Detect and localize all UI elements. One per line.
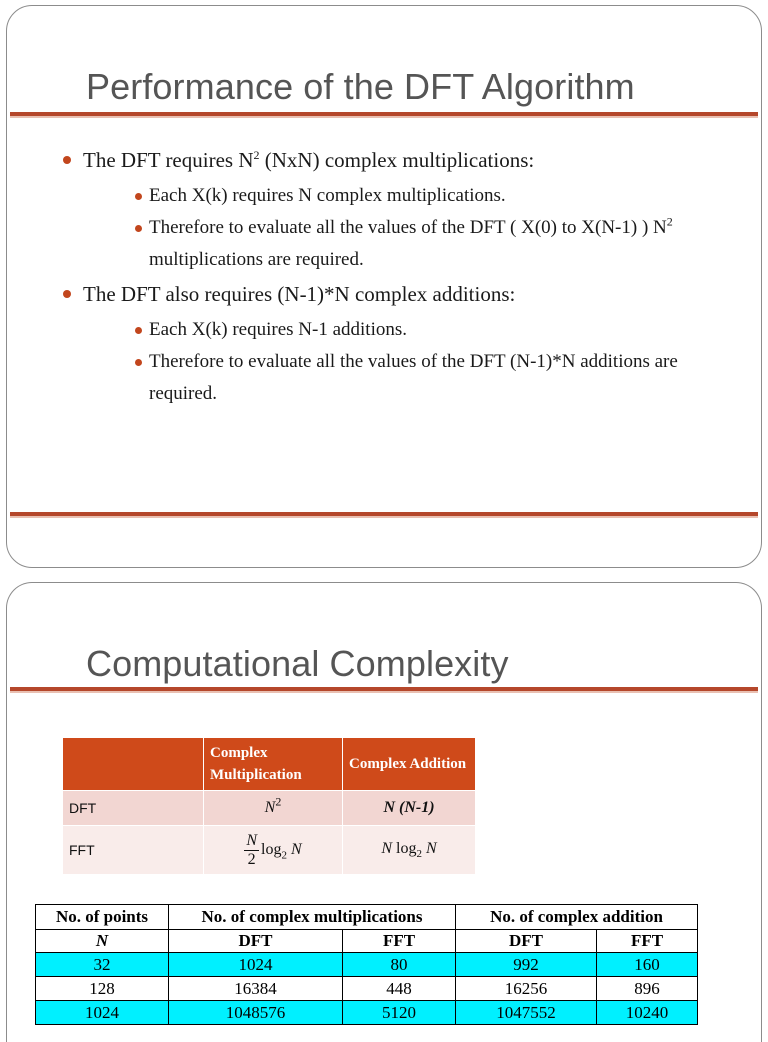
- mult-formula: $\frac{N}{2}$ $\log_2 N$: [204, 826, 343, 875]
- table-cell: 1047552: [456, 1001, 597, 1025]
- table-cell: 1024: [169, 953, 343, 977]
- table-row: [36, 1001, 698, 1025]
- sub-bullet-item: Each X(k) requires N-1 additions.: [135, 314, 729, 346]
- header-cell: FFT: [343, 930, 456, 953]
- header-cell: N: [36, 930, 169, 953]
- header-cell: Complex Addition: [343, 738, 476, 791]
- table-cell: 16384: [169, 977, 343, 1001]
- title-rule: [10, 112, 758, 116]
- add-formula: N $\log_2 N$: [343, 826, 476, 875]
- points-comparison-table: [35, 904, 698, 1025]
- header-row: [36, 905, 698, 930]
- slide-computational-complexity: [6, 582, 762, 1042]
- header-cell: No. of complex multiplications: [169, 905, 456, 930]
- table-cell: 10240: [597, 1001, 698, 1025]
- table-cell: 32: [36, 953, 169, 977]
- table-cell: 992: [456, 953, 597, 977]
- table-cell: 448: [343, 977, 456, 1001]
- table-row: [63, 791, 476, 826]
- header-row: [36, 930, 698, 953]
- table-row: [36, 977, 698, 1001]
- header-cell: No. of complex addition: [456, 905, 698, 930]
- table-cell: 16256: [456, 977, 597, 1001]
- slide-title: Performance of the DFT Algorithm: [86, 66, 635, 107]
- table-cell: 128: [36, 977, 169, 1001]
- sub-bullet-item: Therefore to evaluate all the values of the DFT (N-1)*N additions are required.: [135, 346, 729, 410]
- table-row: [36, 953, 698, 977]
- table-cell: 1048576: [169, 1001, 343, 1025]
- header-cell: No. of points: [36, 905, 169, 930]
- table-row: [63, 826, 476, 875]
- bullet-item: The DFT also requires (N-1)*N complex additions:: [63, 280, 743, 308]
- table-cell: 1024: [36, 1001, 169, 1025]
- row-label: DFT: [63, 791, 204, 826]
- bullet-list: [63, 146, 743, 414]
- header-cell: [63, 738, 204, 791]
- header-cell: DFT: [456, 930, 597, 953]
- table-cell: 80: [343, 953, 456, 977]
- row-label: FFT: [63, 826, 204, 875]
- slide-dft-performance: [6, 5, 762, 568]
- mult-formula: $N^2$: [204, 791, 343, 826]
- complexity-table: [62, 737, 476, 875]
- header-cell: FFT: [597, 930, 698, 953]
- header-cell: DFT: [169, 930, 343, 953]
- sub-bullet-item: Each X(k) requires N complex multiplications.: [135, 180, 729, 212]
- table-cell: 5120: [343, 1001, 456, 1025]
- sub-bullet-item: Therefore to evaluate all the values of the DFT ( X(0) to X(N-1) ) $N^2$ multiplications are required.: [135, 212, 729, 276]
- table-cell: 896: [597, 977, 698, 1001]
- slide-title: Computational Complexity: [86, 643, 509, 684]
- table-cell: 160: [597, 953, 698, 977]
- footer-rule: [10, 512, 758, 516]
- bullet-item: The DFT requires $N^2$ (NxN) complex multiplications:: [63, 146, 743, 174]
- title-rule: [10, 687, 758, 691]
- add-formula: N (N-1): [343, 791, 476, 826]
- header-cell: Complex Multiplication: [204, 738, 343, 791]
